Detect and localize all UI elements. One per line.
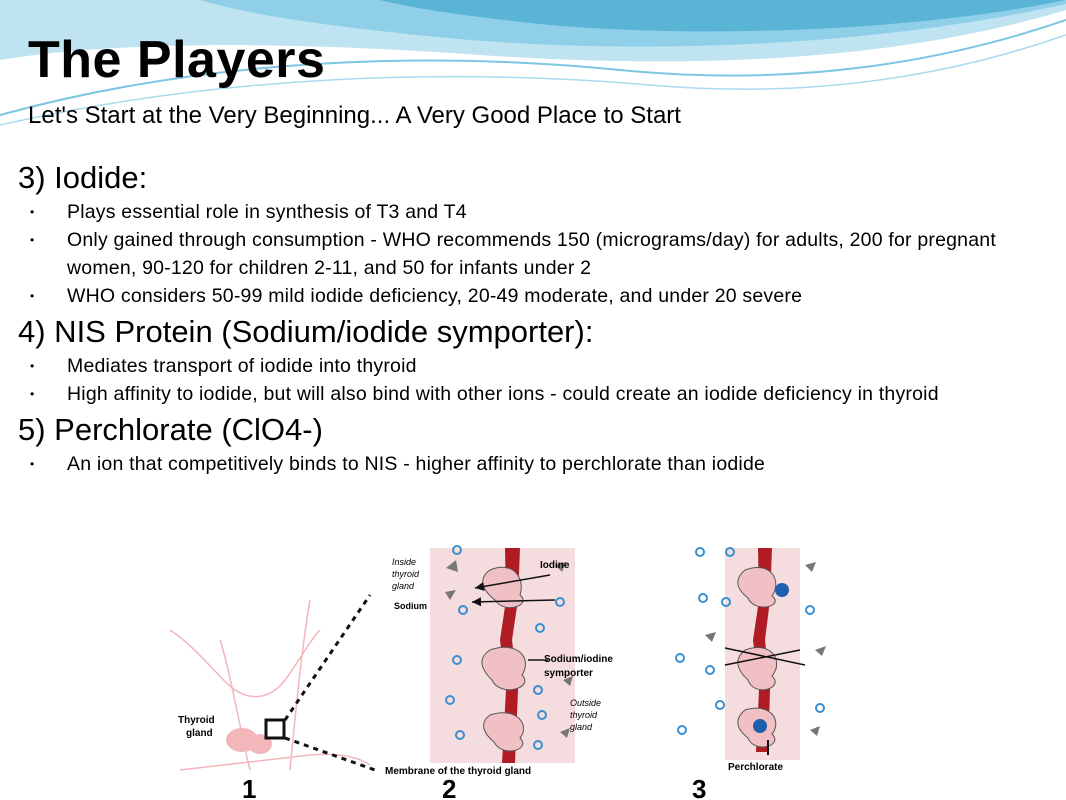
iodine-label: Iodine bbox=[540, 560, 570, 571]
bullet-text: Mediates transport of iodide into thyroid bbox=[67, 355, 417, 377]
bullet-item bbox=[18, 226, 1058, 282]
bullet-text: Plays essential role in synthesis of T3 and T4 bbox=[67, 201, 467, 223]
bullet-item bbox=[18, 380, 1058, 408]
bullet-glyph: • bbox=[30, 233, 35, 247]
section-nis-protein bbox=[18, 312, 1058, 408]
section-iodide bbox=[18, 158, 1058, 310]
symporter-label: symporter bbox=[544, 668, 593, 679]
bullet-text: Only gained through consumption - WHO recommends 150 (micrograms/day) for adults, 200 for pregnant women, 90-120 for children 2-11, and 50 for infants under 2 bbox=[67, 229, 996, 279]
perchlorate-label: Perchlorate bbox=[728, 762, 784, 773]
bullet-item bbox=[18, 282, 1058, 310]
bullet-glyph: • bbox=[30, 359, 35, 373]
section-heading: 4) NIS Protein (Sodium/iodide symporter): bbox=[18, 314, 594, 349]
bullet-text: High affinity to iodide, but will also bind with other ions - could create an iodide deficiency in thyroid bbox=[67, 383, 939, 405]
symporter-label: Sodium/iodine bbox=[544, 654, 613, 665]
bullet-glyph: • bbox=[30, 289, 35, 303]
panel-1-neck bbox=[170, 595, 375, 800]
inside-label: Inside bbox=[392, 557, 417, 567]
slide-body bbox=[18, 158, 1058, 480]
outside-label: thyroid bbox=[570, 710, 598, 720]
nis-diagram bbox=[160, 540, 1060, 800]
panel-3-perchlorate bbox=[676, 548, 826, 800]
bullet-list bbox=[18, 352, 1058, 408]
outside-label: Outside bbox=[570, 698, 602, 708]
inside-label: thyroid bbox=[392, 569, 420, 579]
bullet-item bbox=[18, 198, 1058, 226]
panel-2-symporter bbox=[385, 546, 613, 800]
bullet-list bbox=[18, 450, 1058, 478]
thyroid-gland-label: gland bbox=[186, 728, 213, 739]
bullet-glyph: • bbox=[30, 457, 35, 471]
bullet-item bbox=[18, 450, 1058, 478]
thyroid-gland-label: Thyroid bbox=[178, 715, 215, 726]
bullet-list bbox=[18, 198, 1058, 310]
bullet-glyph: • bbox=[30, 387, 35, 401]
bullet-item bbox=[18, 352, 1058, 380]
slide-subtitle: Let's Start at the Very Beginning... A Very Good Place to Start bbox=[28, 102, 681, 129]
outside-label: gland bbox=[570, 722, 593, 732]
panel-number: 2 bbox=[442, 774, 457, 800]
sodium-label: Sodium bbox=[394, 601, 427, 611]
bullet-text: WHO considers 50-99 mild iodide deficiency, 20-49 moderate, and under 20 severe bbox=[67, 285, 803, 307]
membrane-label: Membrane of the thyroid gland bbox=[385, 766, 532, 777]
bullet-text: An ion that competitively binds to NIS - higher affinity to perchlorate than iodide bbox=[67, 453, 766, 475]
inside-label: gland bbox=[392, 581, 415, 591]
bullet-glyph: • bbox=[30, 205, 35, 219]
section-perchlorate bbox=[18, 410, 1058, 478]
section-heading: 5) Perchlorate (ClO4-) bbox=[18, 412, 323, 447]
slide-title: The Players bbox=[28, 31, 326, 89]
section-heading: 3) Iodide: bbox=[18, 160, 148, 195]
panel-number: 1 bbox=[242, 774, 257, 800]
panel-number: 3 bbox=[692, 774, 707, 800]
